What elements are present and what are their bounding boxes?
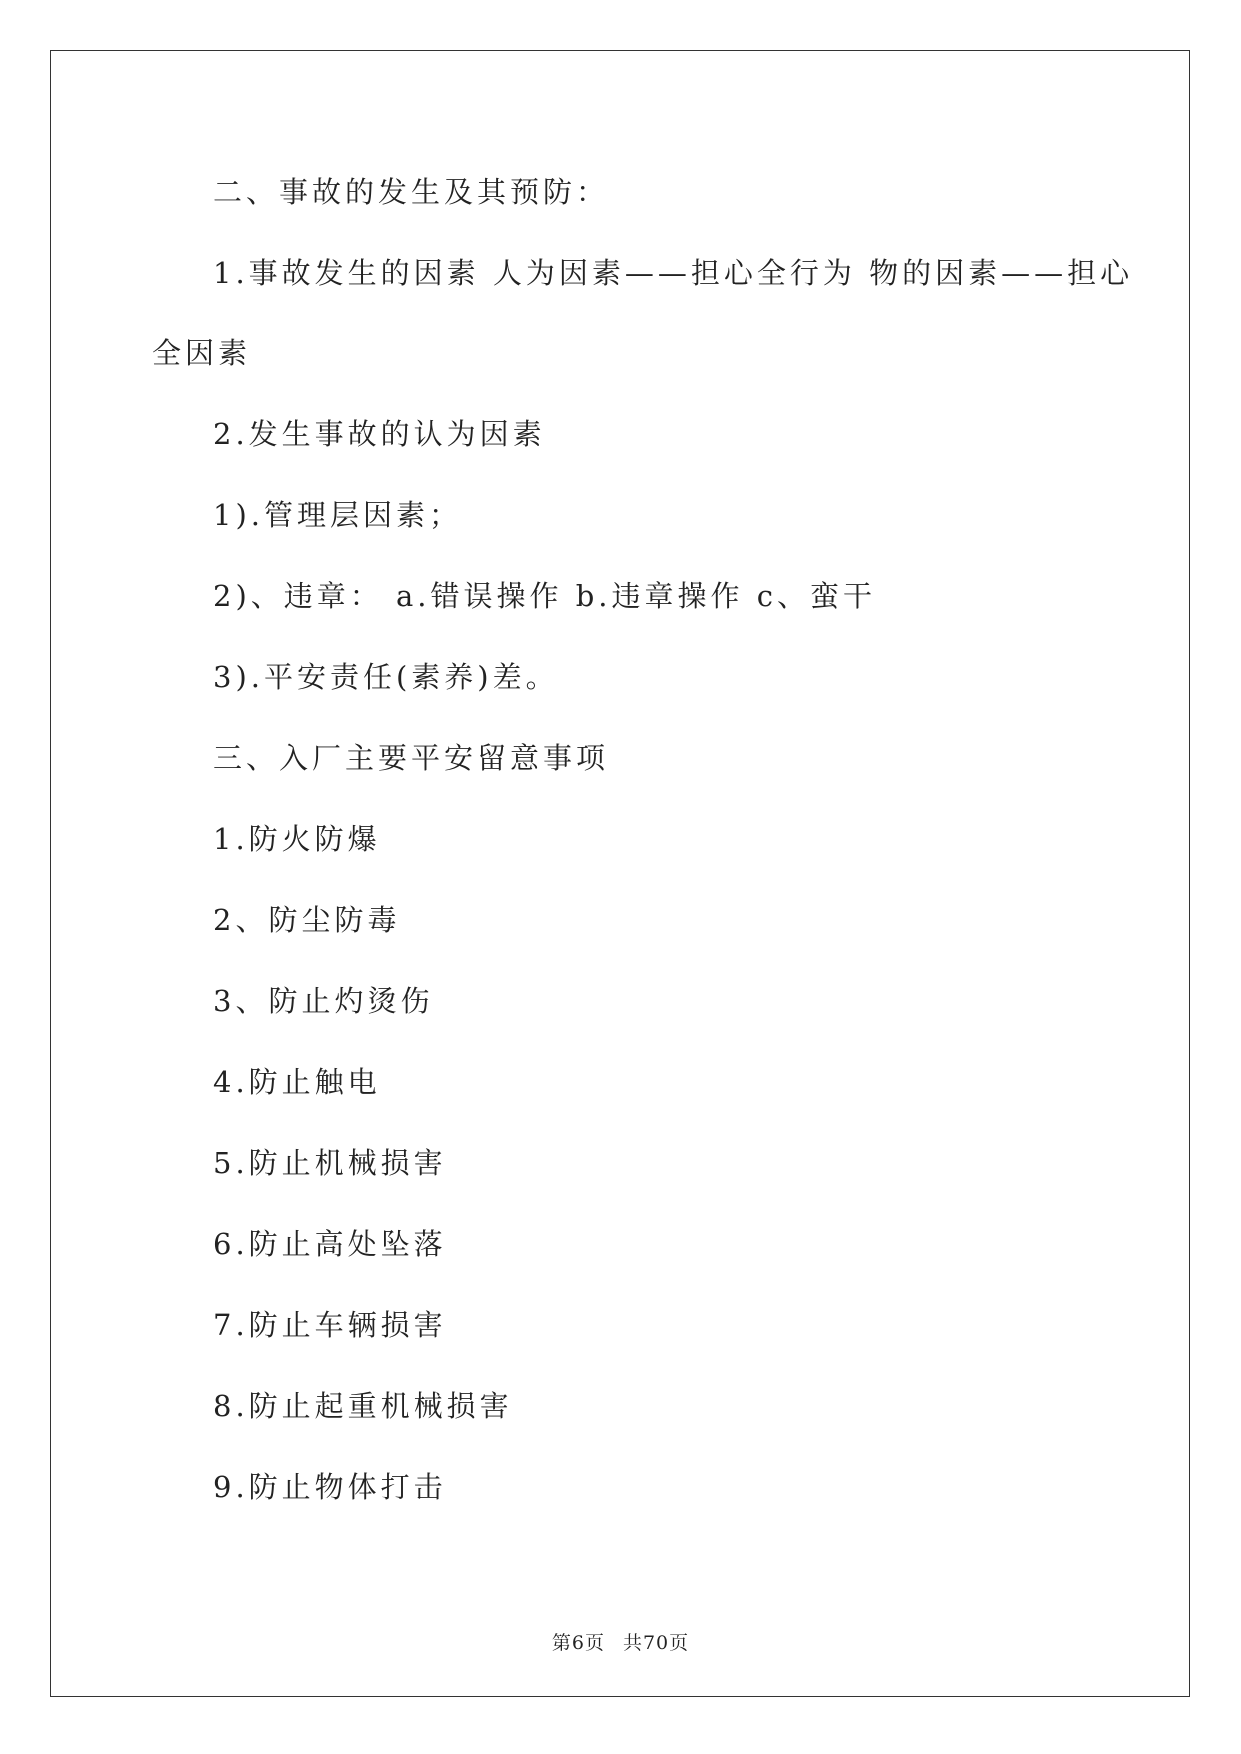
- list-item-cranes: 8.防止起重机械损害: [213, 1389, 513, 1423]
- list-item-vehicles: 7.防止车辆损害: [213, 1308, 447, 1342]
- list-item-fire: 1.防火防爆: [213, 822, 381, 856]
- list-item-dust: 2、防尘防毒: [213, 903, 401, 937]
- page-frame: [50, 50, 1190, 1697]
- paragraph-human-factors: 2.发生事故的认为因素: [213, 417, 546, 451]
- page-total: 共70页: [622, 1632, 690, 1654]
- list-item-falling: 6.防止高处坠落: [213, 1227, 447, 1261]
- list-item-machinery: 5.防止机械损害: [213, 1146, 447, 1180]
- list-item-violations: 2)、违章： a.错误操作 b.违章操作 c、蛮干: [213, 579, 876, 613]
- page-footer: [0, 1628, 1241, 1655]
- paragraph-accident-factors-cont: 全因素: [152, 336, 252, 370]
- page-number: 第6页: [551, 1632, 605, 1654]
- section-heading-safety-notes: 三、入厂主要平安留意事项: [213, 741, 610, 775]
- section-heading-accidents: 二、事故的发生及其预防：: [213, 175, 610, 209]
- list-item-management: 1).管理层因素；: [213, 498, 462, 532]
- list-item-responsibility: 3).平安责任(素养)差。: [213, 660, 559, 694]
- list-item-burns: 3、防止灼烫伤: [213, 984, 434, 1018]
- list-item-electric: 4.防止触电: [213, 1065, 381, 1099]
- paragraph-accident-factors: 1.事故发生的因素 人为因素——担心全行为 物的因素——担心: [213, 256, 1134, 290]
- list-item-objects: 9.防止物体打击: [213, 1470, 447, 1504]
